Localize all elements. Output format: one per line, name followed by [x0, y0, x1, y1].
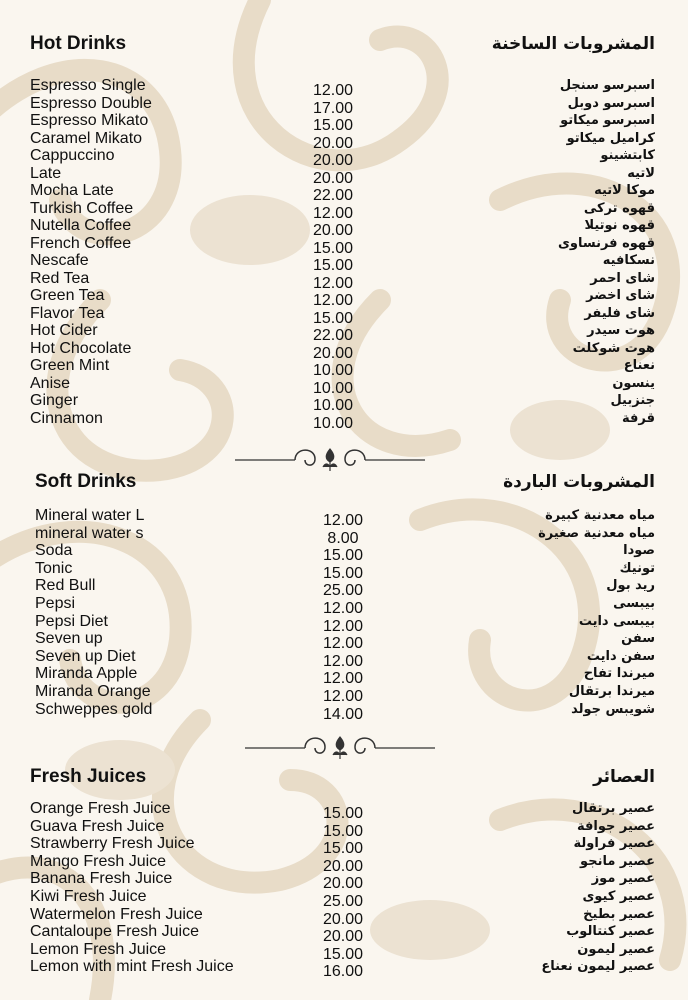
item-price: 12.00 [312, 204, 354, 222]
menu-item [0, 665, 688, 688]
item-name-en: Tonic [35, 559, 73, 577]
item-price: 12.00 [322, 617, 364, 635]
item-name-en: Ginger [30, 392, 79, 409]
menu-item [0, 870, 688, 893]
menu-item [0, 612, 688, 635]
item-name-en: Pepsi [35, 595, 76, 612]
item-name-en: Green Mint [30, 357, 110, 374]
item-name-ar: شاى اخضر [586, 288, 655, 303]
item-name-en: Kiwi Fresh Juice [30, 888, 147, 905]
menu-item [0, 923, 688, 946]
item-name-en: Flavor Tea [30, 304, 105, 322]
item-name-en: Red Bull [35, 577, 96, 595]
menu-item [0, 287, 688, 309]
item-name-ar: صودا [623, 543, 655, 559]
item-price: 15.00 [322, 822, 364, 840]
item-price: 12.00 [322, 688, 364, 705]
item-name-en: Red Tea [30, 269, 90, 287]
item-name-en: Mango Fresh Juice [30, 852, 167, 870]
menu-item [0, 905, 688, 928]
item-price: 20.00 [312, 222, 354, 239]
menu-item [0, 700, 688, 723]
item-name-ar: عصير جوافة [577, 818, 655, 834]
item-price: 8.00 [327, 529, 359, 547]
item-name-ar: هوت سيدر [587, 323, 655, 338]
item-price: 16.00 [322, 963, 364, 981]
item-name-en: Lemon Fresh Juice [30, 940, 167, 958]
item-name-ar: لاتيه [627, 165, 655, 181]
item-price: 17.00 [312, 99, 354, 117]
item-price: 15.00 [322, 547, 364, 565]
item-name-ar: شاى فليفر [584, 305, 655, 321]
item-name-ar: عصير موز [591, 871, 655, 887]
menu-item [0, 577, 688, 600]
item-price: 10.00 [312, 362, 354, 379]
item-name-ar: عصير ليمون [577, 941, 655, 957]
item-name-ar: قهوه فرنساوى [557, 235, 655, 251]
menu-item [0, 524, 688, 547]
item-name-en: Strawberry Fresh Juice [30, 835, 195, 853]
item-price: 15.00 [312, 117, 354, 134]
section-title-en: Hot Drinks [30, 33, 127, 54]
ornament-divider [235, 445, 425, 475]
menu-item [0, 252, 688, 274]
item-name-ar: بيبسى دايت [578, 613, 655, 629]
item-name-ar: موكا لاتيه [594, 183, 655, 198]
item-name-en: Seven up [35, 630, 103, 648]
menu-item [0, 409, 688, 432]
menu-item [0, 269, 688, 292]
item-name-ar: عصير بطيخ [583, 906, 655, 922]
item-price: 15.00 [322, 945, 364, 963]
item-name-ar: عصير فراولة [573, 836, 655, 852]
item-price: 20.00 [322, 910, 364, 928]
item-price: 22.00 [312, 187, 354, 204]
menu-item [0, 94, 688, 117]
menu-item [0, 559, 688, 582]
item-name-ar: شاى احمر [590, 270, 655, 286]
item-price: 15.00 [312, 309, 354, 327]
item-name-en: Nescafe [30, 252, 89, 269]
menu-item [0, 630, 688, 653]
item-price: 20.00 [312, 134, 354, 152]
item-name-ar: نعناع [623, 358, 655, 373]
item-name-ar: اسبرسو دوبل [567, 95, 655, 111]
menu-item [0, 683, 688, 705]
item-price: 15.00 [322, 805, 364, 822]
item-price: 12.00 [312, 274, 354, 292]
item-name-ar: عصير ليمون نعناع [541, 959, 655, 975]
menu-item [0, 835, 688, 858]
section-title-en: Soft Drinks [35, 471, 137, 492]
menu-item [0, 129, 688, 152]
item-name-en: Espresso Double [30, 94, 152, 112]
item-name-ar: قهوه نوتيلا [584, 218, 655, 233]
menu-item [0, 234, 688, 257]
menu-item [0, 595, 688, 617]
item-name-en: Hot Cider [30, 322, 98, 339]
item-name-ar: هوت شوكلت [572, 340, 655, 356]
item-name-en: Pepsi Diet [35, 612, 108, 630]
item-name-en: Espresso Mikato [30, 112, 149, 129]
item-name-ar: ريد بول [606, 578, 655, 594]
item-name-en: French Coffee [30, 234, 132, 252]
item-price: 25.00 [322, 893, 364, 910]
item-price: 10.00 [312, 397, 354, 414]
item-name-ar: سفن دايت [586, 648, 655, 664]
menu-item [0, 182, 688, 204]
section-title-en: Fresh Juices [30, 766, 147, 787]
item-price: 12.00 [322, 652, 364, 670]
item-name-ar: قهوه تركى [583, 200, 655, 216]
item-price: 12.00 [312, 82, 354, 99]
item-price: 15.00 [322, 564, 364, 582]
menu-item [0, 322, 688, 344]
item-price: 12.00 [322, 670, 364, 688]
menu-item [0, 392, 688, 414]
item-name-en: Lemon with mint Fresh Juice [30, 958, 234, 976]
menu-item [0, 817, 688, 840]
item-name-ar: مياه معدنية صغيرة [538, 525, 655, 541]
item-name-ar: اسبرسو سنجل [559, 78, 655, 93]
item-name-ar: مياه معدنية كبيرة [545, 508, 655, 523]
item-price: 20.00 [312, 152, 354, 169]
menu-item [0, 304, 688, 327]
item-name-ar: تونيك [619, 560, 655, 576]
section-title-ar: العصائر [593, 767, 655, 787]
menu-item [0, 542, 688, 565]
item-name-ar: نسكافيه [602, 253, 655, 268]
item-name-ar: ميرندا برتقال [568, 684, 655, 699]
menu-item [0, 339, 688, 362]
menu-item [0, 940, 688, 963]
item-name-ar: عصير كنتالوب [566, 924, 655, 940]
menu-item [0, 507, 688, 529]
item-name-en: Hot Chocolate [30, 339, 132, 357]
menu-item [0, 147, 688, 169]
item-name-en: Espresso Single [30, 77, 146, 94]
item-name-ar: كراميل ميكاتو [566, 130, 655, 146]
item-name-en: Watermelon Fresh Juice [30, 905, 203, 923]
item-price: 12.00 [312, 292, 354, 309]
item-name-en: Schweppes gold [35, 700, 153, 718]
item-name-ar: عصير كيوى [582, 889, 655, 904]
item-name-ar: ينسون [612, 375, 655, 391]
item-name-en: Banana Fresh Juice [30, 870, 173, 888]
item-name-en: Cantaloupe Fresh Juice [30, 923, 199, 941]
item-name-ar: اسبرسو ميكاتو [560, 113, 655, 128]
item-name-en: Late [30, 164, 62, 182]
item-price: 15.00 [312, 239, 354, 257]
item-name-ar: ميرندا تفاح [583, 666, 655, 682]
item-name-en: Seven up Diet [35, 647, 136, 665]
menu-item [0, 112, 688, 134]
item-name-ar: قرفة [622, 410, 655, 426]
item-name-ar: بيبسى [613, 596, 655, 611]
item-name-en: Green Tea [30, 287, 105, 304]
item-price: 12.00 [322, 635, 364, 653]
item-price: 12.00 [322, 512, 364, 529]
item-name-en: Cappuccino [30, 147, 115, 164]
menu-item [0, 164, 688, 187]
item-price: 22.00 [312, 327, 354, 344]
item-price: 20.00 [312, 169, 354, 187]
item-name-en: Soda [35, 542, 73, 560]
menu-item [0, 374, 688, 397]
item-price: 20.00 [322, 875, 364, 893]
ornament-divider [245, 733, 435, 763]
item-price: 25.00 [322, 582, 364, 600]
menu-item [0, 647, 688, 670]
item-name-en: Mocha Late [30, 182, 114, 199]
item-price: 12.00 [322, 600, 364, 617]
item-name-ar: كابتشينو [600, 148, 655, 163]
item-price: 20.00 [312, 344, 354, 362]
menu-item [0, 888, 688, 910]
section-title-ar: المشروبات الباردة [503, 472, 655, 492]
item-name-en: Nutella Coffee [30, 217, 132, 234]
item-name-en: Mineral water L [35, 507, 145, 524]
item-name-en: Cinnamon [30, 409, 103, 427]
menu-item [0, 800, 688, 822]
item-name-ar: جنزبيل [610, 393, 655, 408]
item-price: 15.00 [312, 257, 354, 274]
section-title-ar: المشروبات الساخنة [491, 34, 655, 54]
menu-item [0, 217, 688, 239]
menu-item [0, 357, 688, 379]
menu-item [0, 958, 688, 981]
item-name-ar: عصير برتقال [572, 801, 655, 816]
item-price: 10.00 [312, 379, 354, 397]
item-name-en: Caramel Mikato [30, 129, 143, 147]
item-name-en: Anise [30, 374, 71, 392]
item-price: 20.00 [322, 857, 364, 875]
item-name-ar: عصير مانجو [580, 853, 655, 869]
item-price: 20.00 [322, 928, 364, 946]
item-name-en: Guava Fresh Juice [30, 817, 165, 835]
menu-item [0, 852, 688, 875]
item-price: 14.00 [322, 705, 364, 723]
menu-item [0, 77, 688, 99]
item-price: 10.00 [312, 414, 354, 432]
item-name-ar: شويبس جولد [571, 701, 655, 717]
item-name-en: mineral water s [35, 524, 144, 542]
item-name-en: Turkish Coffee [30, 199, 134, 217]
item-name-en: Miranda Orange [35, 683, 151, 700]
item-name-en: Miranda Apple [35, 665, 138, 683]
item-name-ar: سفن [621, 631, 655, 647]
item-name-en: Orange Fresh Juice [30, 800, 171, 817]
item-price: 15.00 [322, 840, 364, 858]
menu-item [0, 199, 688, 222]
